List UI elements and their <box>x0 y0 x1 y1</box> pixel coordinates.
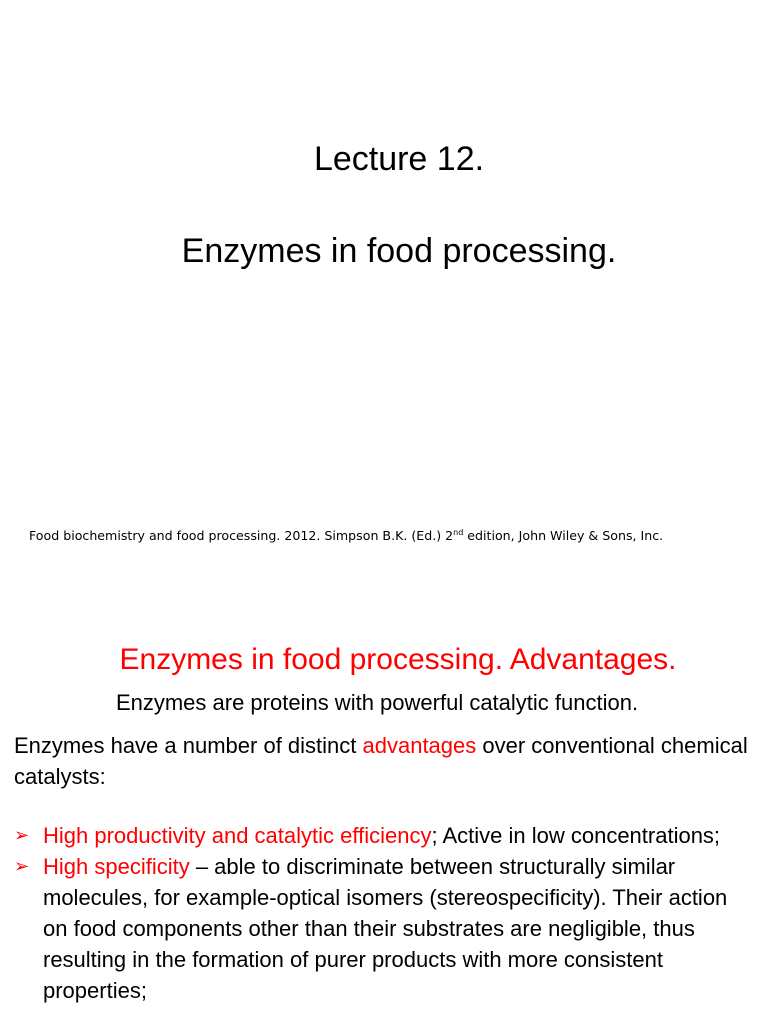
list-item <box>14 851 754 1006</box>
reference-superscript: nd <box>453 528 464 537</box>
intro-text-end: over conventional chemical catalysts: <box>14 733 748 789</box>
arrow-bullet-icon: ➢ <box>14 825 30 846</box>
reference-text-end: edition, John Wiley & Sons, Inc. <box>463 528 664 543</box>
arrow-bullet-icon: ➢ <box>14 856 30 877</box>
lecture-title: Enzymes in food processing. <box>181 232 617 270</box>
reference-text: Food biochemistry and food processing. 2012. Simpson B.K. (Ed.) 2 <box>29 528 454 543</box>
bullet-highlight: High specificity <box>43 854 190 879</box>
intro-paragraph <box>14 730 754 792</box>
list-item <box>14 820 754 851</box>
slide-title: Enzymes in food processing. Advantages. <box>119 643 677 676</box>
intro-highlight: advantages <box>362 733 477 758</box>
slide-subtitle: Enzymes are proteins with powerful catalytic function. <box>115 690 639 715</box>
reference-citation <box>29 528 663 543</box>
advantages-list <box>14 820 754 1006</box>
advantages-slide <box>0 590 768 1024</box>
bullet-highlight: High productivity and catalytic efficiency <box>43 823 432 848</box>
lecture-number: Lecture 12. <box>313 140 485 178</box>
bullet-text: ; Active in low concentrations; <box>431 823 721 848</box>
bullet-text: – able to discriminate between structurally similar molecules, for example-optical isomers (stereospecificity). Their action on food components other than their substrates are negligible, thus resulting in the formation of purer products with more consistent properties; <box>43 854 728 1003</box>
intro-text: Enzymes have a number of distinct <box>14 733 363 758</box>
